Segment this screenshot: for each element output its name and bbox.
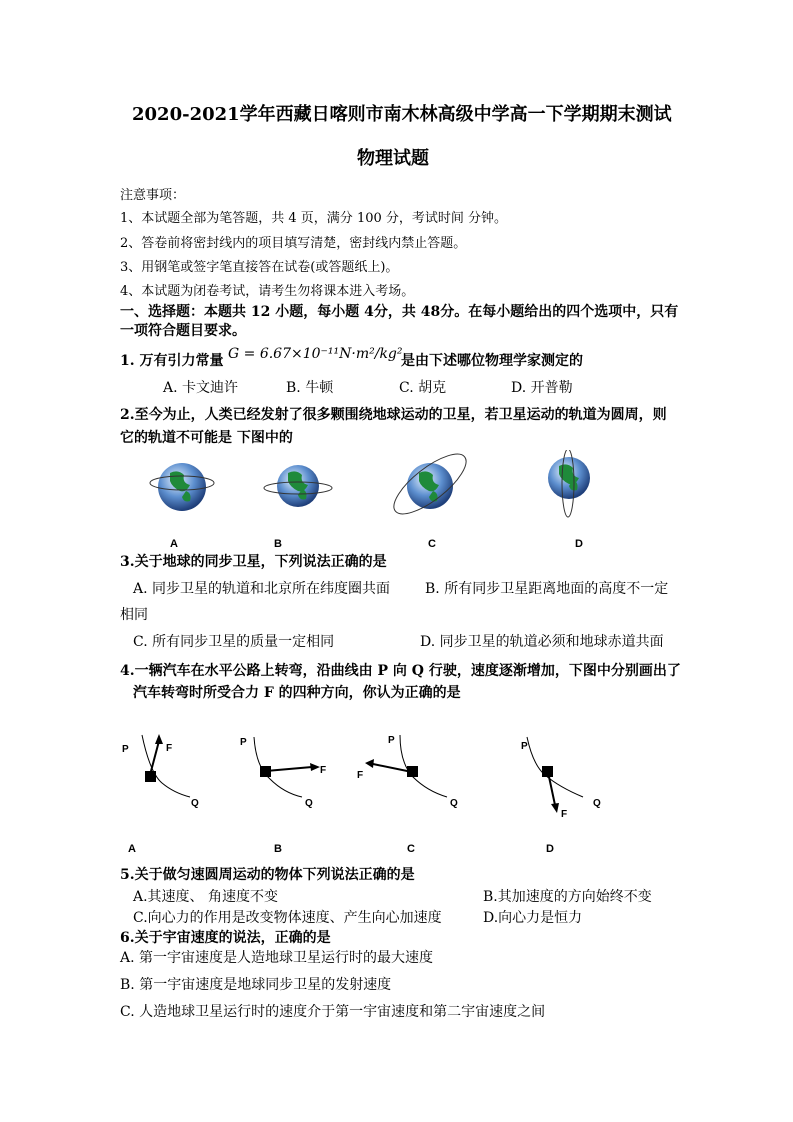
point-p-label: P [388, 735, 395, 746]
q3-option-b-cont: 相同 [120, 607, 148, 623]
notice-heading: 注意事项： [120, 188, 186, 203]
q3-option-c: C. 所有同步卫星的质量一定相同 [133, 634, 335, 650]
section-heading-line2: 一项符合题目要求。 [120, 323, 246, 339]
q2-stem-line1: 2.至今为止，人类已经发射了很多颗围绕地球运动的卫星，若卫星运动的轨道为圆周，则 [120, 407, 667, 423]
point-q-label: Q [593, 798, 601, 809]
exam-subtitle: 物理试题 [357, 148, 429, 169]
point-q-label: Q [450, 798, 458, 809]
q6-option-a: A. 第一宇宙速度是人造地球卫星运行时的最大速度 [120, 950, 434, 966]
globe-orbit-figure-a [140, 455, 220, 520]
notice-item: 3、用钢笔或签字笔直接答在试卷(或答题纸上)。 [120, 260, 399, 275]
q2-label-c: C [428, 538, 436, 550]
q3-option-b: B. 所有同步卫星距离地面的高度不一定 [425, 581, 669, 597]
q5-option-d: D.向心力是恒力 [483, 910, 583, 926]
force-f-label: F [357, 770, 364, 781]
q4-label-c: C [407, 843, 415, 855]
globe-orbit-figure-d [535, 450, 605, 520]
point-p-label: P [521, 741, 528, 752]
notice-item: 4、本试题为闭卷考试，请考生勿将课本进入考场。 [120, 284, 415, 299]
q2-label-d: D [575, 538, 583, 550]
q1-prefix: 1. 万有引力常量 [120, 353, 224, 369]
q6-stem: 6.关于宇宙速度的说法，正确的是 [120, 930, 331, 946]
q5-option-b: B.其加速度的方向始终不变 [483, 889, 652, 905]
q1-option-b: B. 牛顿 [286, 380, 334, 396]
q1-option-d: D. 开普勒 [511, 380, 573, 396]
point-p-label: P [122, 744, 129, 755]
q5-option-c: C.向心力的作用是改变物体速度、产生向心加速度 [133, 910, 442, 926]
force-f-label: F [166, 743, 173, 754]
q3-option-a: A. 同步卫星的轨道和北京所在纬度圈共面 [133, 581, 391, 597]
q6-option-b: B. 第一宇宙速度是地球同步卫星的发射速度 [120, 977, 392, 993]
q1-suffix: 是由下述哪位物理学家测定的 [401, 353, 583, 369]
globe-orbit-figure-c [385, 443, 475, 525]
exam-title: 2020-2021学年西藏日喀则市南木林高级中学高一下学期期末测试 [132, 104, 672, 125]
q3-stem: 3.关于地球的同步卫星，下列说法正确的是 [120, 554, 387, 570]
q6-option-c: C. 人造地球卫星运行时的速度介于第一宇宙速度和第二宇宙速度之间 [120, 1004, 546, 1020]
globe-orbit-figure-b [258, 455, 338, 520]
q4-label-b: B [274, 843, 282, 855]
q5-stem: 5.关于做匀速圆周运动的物体下列说法正确的是 [120, 867, 415, 883]
q3-option-d: D. 同步卫星的轨道必须和地球赤道共面 [420, 634, 664, 650]
notice-item: 1、本试题全部为笔答题，共 4 页，满分 100 分，考试时间 分钟。 [120, 211, 508, 226]
force-f-label: F [320, 765, 327, 776]
point-q-label: Q [191, 798, 199, 809]
q1-formula: G = 6.67×10⁻¹¹N·m²/kg² [228, 346, 403, 362]
q2-label-a: A [170, 538, 178, 550]
q2-label-b: B [274, 538, 282, 550]
q5-option-a: A.其速度、 角速度不变 [133, 889, 279, 905]
q4-label-d: D [546, 843, 554, 855]
section-heading-line1: 一、选择题：本题共 12 小题，每小题 4分，共 48分。在每小题给出的四个选项中，只有 [120, 304, 679, 320]
point-q-label: Q [305, 798, 313, 809]
point-p-label: P [240, 737, 247, 748]
q4-label-a: A [128, 843, 136, 855]
q4-stem-line2: 汽车转弯时所受合力 F 的四种方向，你认为正确的是 [133, 685, 461, 701]
q1-option-a: A. 卡文迪许 [163, 380, 239, 396]
q4-stem-line1: 4.一辆汽车在水平公路上转弯，沿曲线由 P 向 Q 行驶，速度逐渐增加，下图中分别画出了 [120, 663, 681, 679]
q2-stem-line2: 它的轨道不可能是 下图中的 [120, 430, 293, 446]
q1-option-c: C. 胡克 [399, 380, 447, 396]
force-f-label: F [561, 809, 568, 820]
notice-item: 2、答卷前将密封线内的项目填写清楚，密封线内禁止答题。 [120, 236, 467, 251]
